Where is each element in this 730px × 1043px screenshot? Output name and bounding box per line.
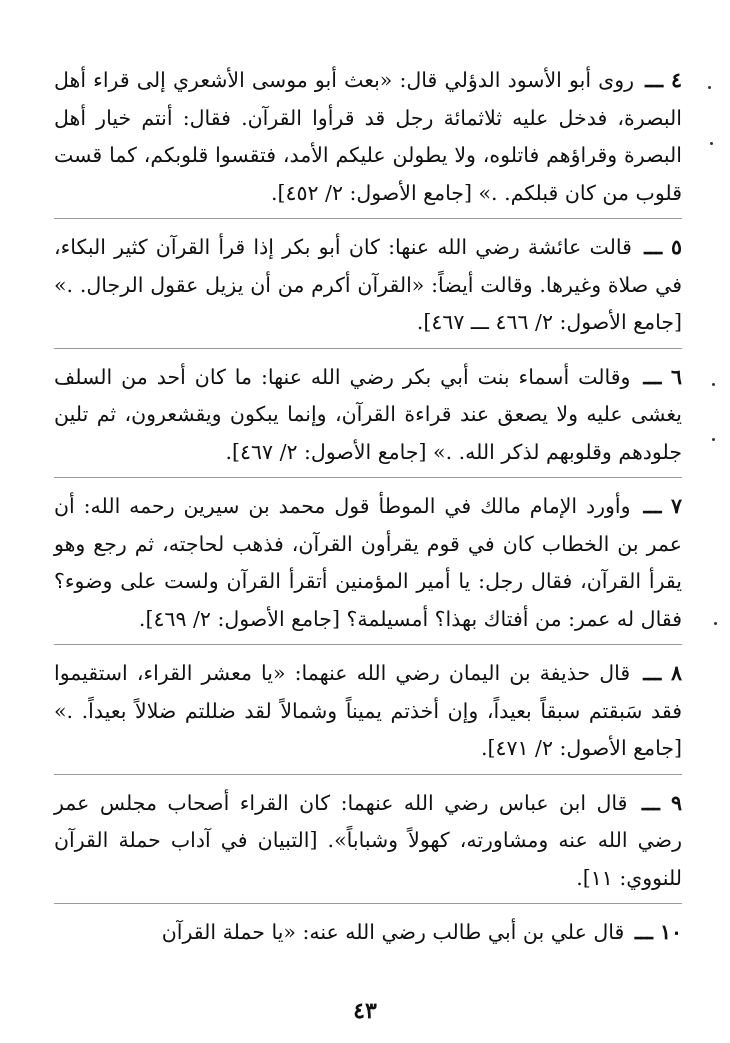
entry-text: روى أبو الأسود الدؤلي قال: «بعث أبو موسى الأشعري إلى قراء أهل البصرة، فدخل عليه ثلاثمائة رجل قد قرأوا القرآن. فقال: أنتم خيار أهل البصرة وقراؤهم فاتلوه، ولا يطولن عليكم الأمد، فتقسوا قلوبكم، كما قست قلوب من كان قبلكم. .» [جامع الأصول: ٢/ ٤٥٢].: [54, 68, 682, 205]
entry-number: ٩ ـــ: [641, 790, 682, 815]
scan-speck: [714, 622, 717, 625]
entry-number: ٨ ـــ: [643, 661, 683, 685]
page-body: [54, 62, 682, 968]
entry-text: وقالت أسماء بنت أبي بكر رضي الله عنها: ما كان أحد من السلف يغشى عليه ولا يصعق عند قراءة القرآن، وإنما يبكون ويقشعرون، ثم تلين جلودهم وقلوبهم لذكر الله. .» [جامع الأصول: ٢/ ٤٦٧].: [54, 364, 682, 464]
entry-8: [54, 655, 682, 775]
entry-text: قال حذيفة بن اليمان رضي الله عنهما: «يا معشر القراء، استقيموا فقد سَبقتم سبقاً بعيداً، وإن أخذتم يميناً وشمالاً لقد ضللتم ضلالاً بعيداً. .» [جامع الأصول: ٢/ ٤٧١].: [54, 661, 682, 760]
entry-number: ٧ ـــ: [643, 494, 682, 518]
entry-text: قال ابن عباس رضي الله عنهما: كان القراء أصحاب مجلس عمر رضي الله عنه ومشاورته، كهولاً وشباباً». [التبيان في آداب حملة القرآن للنووي: ١١].: [54, 790, 682, 890]
entry-number: ٦ ـــ: [643, 364, 682, 389]
entry-number: ١٠ ـــ: [634, 920, 682, 944]
entry-text: قالت عائشة رضي الله عنها: كان أبو بكر إذا قرأ القرآن كثير البكاء، في صلاة وغيرها. وقالت أيضاً: «القرآن أكرم من أن يزيل عقول الرجال. .» [جامع الأصول: ٢/ ٤٦٦ ـــ ٤٦٧].: [54, 235, 682, 334]
scan-speck: [710, 142, 713, 145]
entry-text: قال علي بن أبي طالب رضي الله عنه: «يا حملة القرآن: [161, 920, 625, 944]
scan-speck: [708, 86, 711, 89]
page-number: ٤٣: [353, 998, 377, 1024]
entry-number: ٥ ـــ: [644, 235, 682, 259]
entry-7: [54, 488, 682, 645]
entry-text: وأورد الإمام مالك في الموطأ قول محمد بن سيرين رحمه الله: أن عمر بن الخطاب كان في قوم يقرأون القرآن، فذهب لحاجته، ثم رجع وهو يقرأ القرآن، فقال رجل: يا أمير المؤمنين أتقرأ القرآن ولست على وضوء؟ فقال له عمر: من أفتاك بهذا؟ أمسيلمة؟ [جامع الأصول: ٢/ ٤٦٩].: [54, 494, 682, 631]
entry-4: [54, 62, 682, 219]
entry-5: [54, 229, 682, 349]
entry-9: [54, 785, 682, 905]
scan-speck: [712, 383, 715, 386]
scan-speck: [712, 438, 715, 441]
entry-number: ٤ ـــ: [645, 68, 682, 92]
entry-10: [54, 914, 682, 958]
entry-6: [54, 359, 682, 479]
